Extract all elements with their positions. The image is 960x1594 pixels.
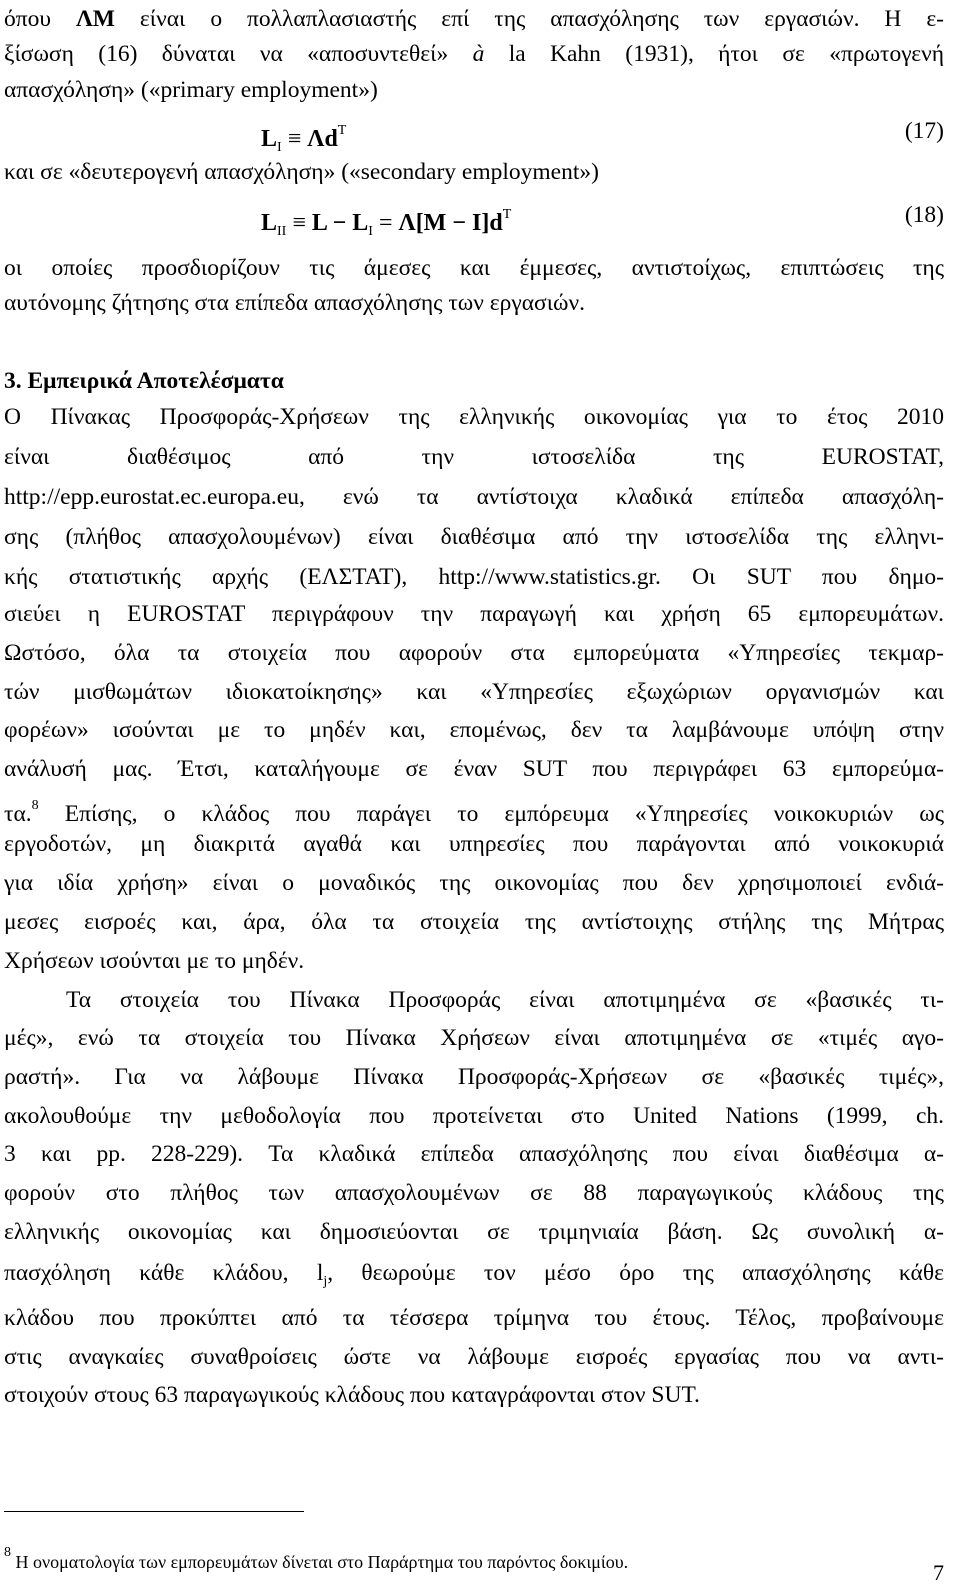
section-heading: 3. Εμπειρικά Αποτελέσματα [4, 368, 284, 394]
text-line: εργοδοτών, μη διακριτά αγαθά και υπηρεσίες που παράγονται από νοικοκυριά [4, 831, 944, 857]
equation-number: (18) [904, 202, 944, 228]
text-line: Ωστόσο, όλα τα στοιχεία που αφορούν στα εμπορεύματα «Υπηρεσίες τεκμαρ- [4, 640, 944, 666]
equation-17: $L_I \equiv \Lambda d^T$ [261, 123, 347, 155]
text-line: κλάδου που προκύπτει από τα τέσσερα τρίμηνα του έτους. Τέλος, προβαίνουμε [4, 1305, 944, 1331]
text-line: Χρήσεων ισούνται με το μηδέν. [4, 948, 305, 974]
equation-number: (17) [904, 118, 944, 144]
text-line: σιεύει η EUROSTAT περιγράφουν την παραγωγή και χρήση 65 εμπορευμάτων. [4, 601, 944, 627]
footnote: $^8$ Η ονοματολογία των εμπορευμάτων δίνεται στο Παράρτημα του παρόντος δοκιμίου. [4, 1545, 629, 1572]
text-line: φορέων» ισούνται με το μηδέν και, επομένως, δεν τα λαμβάνουμε υπόψη στην [4, 717, 944, 743]
text-line: Ο Πίνακας Προσφοράς-Χρήσεων της ελληνικής οικονομίας για το έτος 2010 [4, 404, 944, 430]
text-line: για ιδία χρήση» είναι ο μοναδικός της οικονομίας που δεν χρησιμοποιεί ενδιά- [4, 870, 944, 896]
equation-18: $L_{II} \equiv L - L_I = \Lambda[M - I]d^T$ [261, 207, 512, 239]
text-line: τών μισθωμάτων ιδιοκατοίκησης» και «Υπηρεσίες εξωχώριων οργανισμών και [4, 679, 944, 705]
text-line: αυτόνομης ζήτησης στα επίπεδα απασχόλησης των εργασιών. [4, 290, 586, 316]
page-number: 7 [933, 1560, 944, 1585]
text-line: οι οποίες προσδιορίζουν τις άμεσες και έμμεσες, αντιστοίχως, επιπτώσεις της [4, 255, 944, 281]
text-line: μές», ενώ τα στοιχεία του Πίνακα Χρήσεων είναι αποτιμημένα σε «τιμές αγο- [4, 1025, 944, 1051]
text-line: σης (πλήθος απασχολουμένων) είναι διαθέσιμα από την ιστοσελίδα της ελληνι- [4, 524, 944, 550]
text-line: είναι διαθέσιμος από την ιστοσελίδα της EUROSTAT, [4, 444, 944, 470]
text-line: στις αναγκαίες συναθροίσεις ώστε να λάβουμε εισροές εργασίας που να αντι- [4, 1344, 944, 1370]
text-line: κής στατιστικής αρχής (ΕΛΣΤΑΤ), http://www.statistics.gr. Οι SUT που δημο- [4, 564, 944, 590]
text-line: ξίσωση (16) δύναται να «αποσυντεθεί» à la Kahn (1931), ήτοι σε «πρωτογενή [4, 41, 944, 67]
text-line: φορούν στο πλήθος των απασχολουμένων σε 88 παραγωγικούς κλάδους της [4, 1180, 944, 1206]
text-line: http://epp.eurostat.ec.europa.eu, ενώ τα αντίστοιχα κλαδικά επίπεδα απασχόλη- [4, 484, 944, 510]
text-line: ραστή». Για να λάβουμε Πίνακα Προσφοράς-Χρήσεων σε «βασικές τιμές», [4, 1064, 944, 1090]
text-line: τα.$^8$ Επίσης, ο κλάδος που παράγει το εμπόρευμα «Υπηρεσίες νοικοκυριών ως [4, 798, 944, 827]
text-line: 3 και pp. 228-229). Τα κλαδικά επίπεδα απασχόλησης που είναι διαθέσιμα α- [4, 1141, 944, 1167]
text-line: ελληνικής οικονομίας και δημοσιεύονται σε τριμηνιαία βάση. Ως συνολική α- [4, 1219, 944, 1245]
text-line: απασχόληση» («primary employment») [4, 77, 378, 103]
text-line: μεσες εισροές και, άρα, όλα τα στοιχεία της αντίστοιχης στήλης της Μήτρας [4, 909, 944, 935]
text-line: Τα στοιχεία του Πίνακα Προσφοράς είναι αποτιμημένα σε «βασικές τι- [66, 987, 944, 1013]
text-line: πασχόληση κάθε κλάδου, $l_j$, θεωρούμε τον μέσο όρο της απασχόλησης κάθε [4, 1260, 944, 1289]
footnote-divider [4, 1511, 304, 1512]
text-line: όπου ΛΜ είναι ο πολλαπλασιαστής επί της απασχόλησης των εργασιών. Η ε- [4, 6, 945, 32]
text-line: ακολουθούμε την μεθοδολογία που προτείνεται στο United Nations (1999, ch. [4, 1103, 944, 1129]
text-line: και σε «δευτερογενή απασχόληση» («secondary employment») [4, 159, 599, 185]
math-symbol: l [316, 1260, 324, 1286]
text-line: στοιχούν στους 63 παραγωγικούς κλάδους που καταγράφονται στον SUT. [4, 1382, 700, 1408]
text-line: ανάλυσή μας. Έτσι, καταλήγουμε σε έναν SUT που περιγράφει 63 εμπορεύμα- [4, 756, 944, 782]
footnote-ref: 8 [31, 798, 39, 813]
